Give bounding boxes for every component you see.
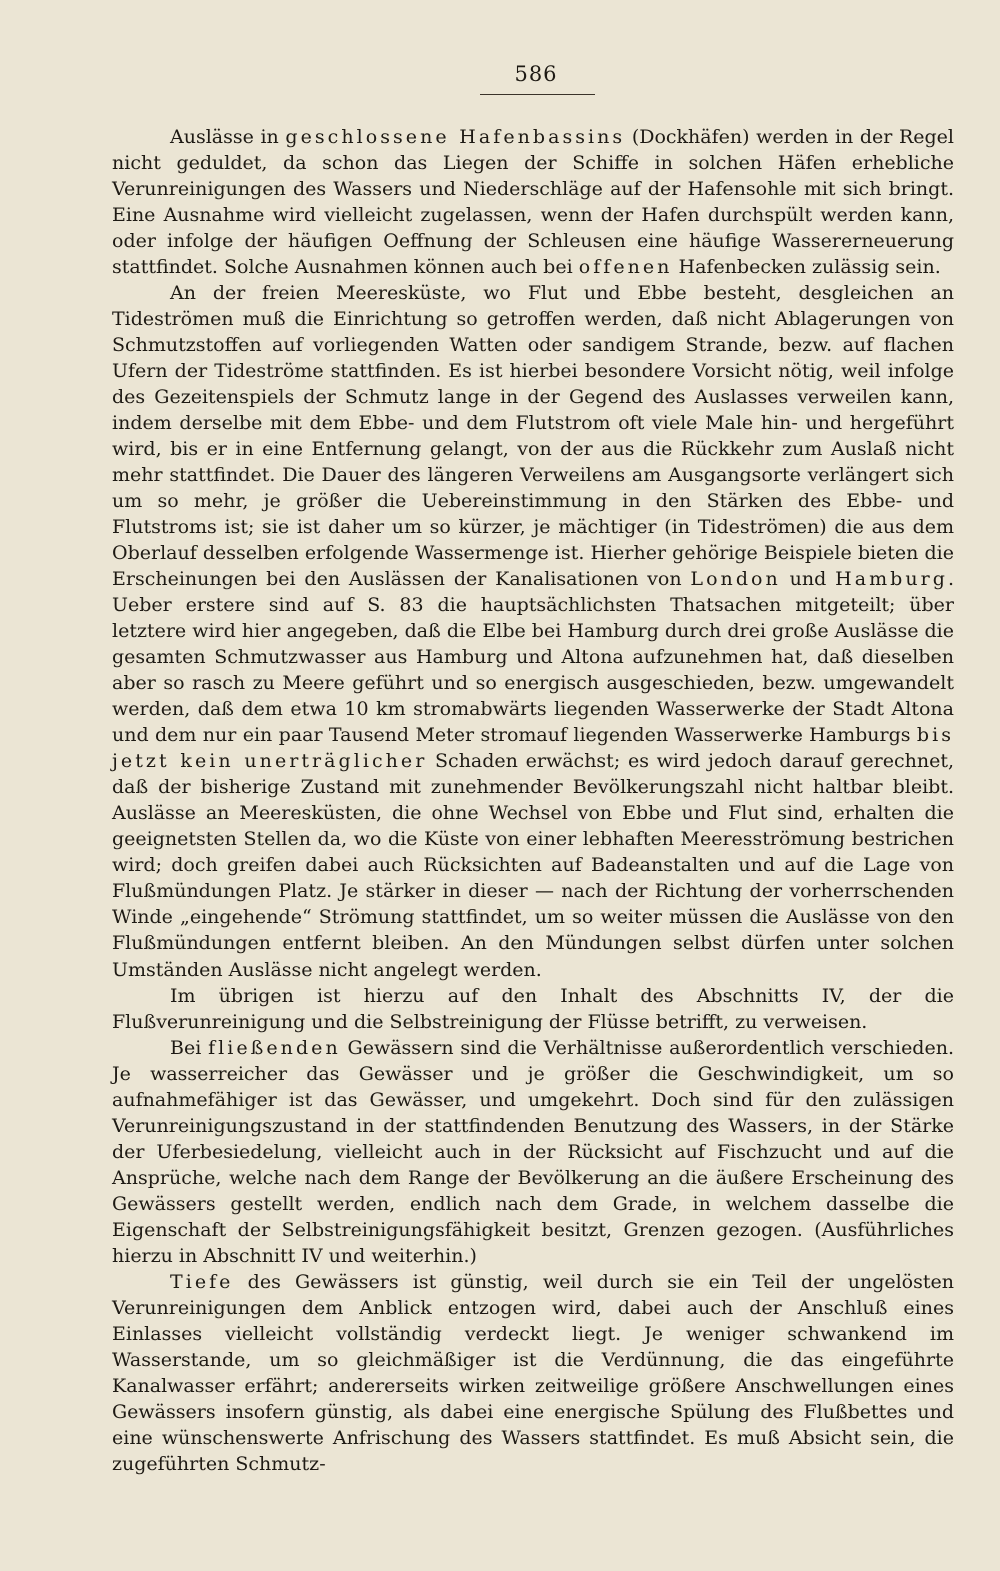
text-run: Schaden erwächst; es wird jedoch darauf gerechnet, daß der bisherige Zustand mit zunehmender Bevölkerungszahl nicht haltbar bleibt. Auslässe an Meeresküsten, die ohne Wechsel von Ebbe und Flut sind, erhalten die geeignetsten Stellen da, wo die Küste von einer lebhaften Meeresströmung bestrichen wird; doch greifen dabei auch Rücksichten auf Badeanstalten und auf die Lage von Flußmündungen Platz. Je stärker in dieser — nach der Richtung der vorherrschenden Winde „eingehende“ Strömung stattfindet, um so weiter müssen die Auslässe von den Flußmündungen entfernt bleiben. An den Mündungen selbst dürfen unter solchen Umständen Auslässe nicht angelegt werden.: [112, 750, 954, 981]
text-run: Gewässern sind die Verhältnisse außerordentlich verschieden. Je wasserreicher das Gewässer und je größer die Geschwindigkeit, um so aufnahmefähiger ist das Gewässer, und umgekehrt. Doch sind für den zulässigen Verunreinigungszustand in der stattfindenden Benutzung des Wassers, in der Stärke der Uferbesiedelung, vielleicht auch in der Rücksicht auf Fischzucht und auf die Ansprüche, welche nach dem Range der Bevölkerung an die äußere Erscheinung des Gewässers gestellt werden, endlich nach dem Grade, in welchem dasselbe die Eigenschaft der Selbstreinigungsfähigkeit besitzt, Grenzen gezogen. (Ausführliches hierzu in Abschnitt IV und weiterhin.): [112, 1036, 954, 1267]
spaced-emphasis: geschlossene Hafenbassins: [285, 126, 626, 148]
text-run: Auslässe in: [170, 126, 286, 148]
spaced-emphasis: fließenden: [208, 1036, 341, 1059]
text-run: Bei: [170, 1036, 209, 1059]
header-rule: [480, 94, 595, 95]
text-run: An der freien Meeresküste, wo Flut und Ebbe besteht, desgleichen an Tideströmen muß die Einrichtung so getroffen werden, daß nicht Ablagerungen von Schmutzstoffen auf vorliegenden Watten oder sandigem Strande, bezw. auf flachen Ufern der Tideströme stattfinden. Es ist hierbei besondere Vorsicht nötig, weil infolge des Gezeitenspiels der Schmutz lange in der Gegend des Auslasses verweilen kann, indem derselbe mit dem Ebbe- und dem Flutstrom oft viele Male hin- und hergeführt wird, bis er in eine Entfernung gelangt, von der aus die Rückkehr zum Auslaß nicht mehr stattfindet. Die Dauer des längeren Verweilens am Ausgangsorte verlängert sich um so mehr, je größer die Uebereinstimmung in den Stärken des Ebbe- und Flutstroms ist; sie ist daher um so kürzer, je mächtiger (in Tideströmen) die aus dem Oberlauf desselben erfolgende Wassermenge ist. Hierher gehörige Beispiele bieten die Erscheinungen bei den Auslässen der Kanalisationen von: [112, 282, 954, 591]
text-run: Im übrigen ist hierzu auf den Inhalt des Abschnitts IV, der die Flußverunreinigung und die Selbstreinigung der Flüsse betrifft, zu verweisen.: [112, 984, 954, 1033]
body-text: [112, 124, 954, 1477]
page-number: 586: [514, 62, 558, 86]
paragraph: [112, 124, 954, 280]
paragraph: [112, 280, 954, 982]
spaced-emphasis: Tiefe: [170, 1270, 234, 1293]
text-run: und: [780, 568, 836, 591]
paragraph: [112, 1035, 954, 1269]
text-run: . Ueber erstere sind auf S. 83 die hauptsächlichsten Thatsachen mitgeteilt; über letztere wird hier angegeben, daß die Elbe bei Hamburg durch drei große Auslässe die gesamten Schmutzwasser aus Hamburg und Altona aufzunehmen hat, daß dieselben aber so rasch zu Meere geführt und so energisch ausgeschieden, bezw. umgewandelt werden, daß dem etwa 10 km stromabwärts liegenden Wasserwerke der Stadt Altona und dem nur ein paar Tausend Meter stromauf liegenden Wasserwerke Hamburgs: [112, 568, 954, 747]
spaced-emphasis: offenen: [578, 256, 673, 279]
spaced-emphasis: bis jetzt kein unerträglicher: [112, 724, 954, 773]
spaced-emphasis: London: [690, 568, 781, 591]
paragraph: [112, 1269, 954, 1477]
text-run: des Gewässers ist günstig, weil durch sie ein Teil der ungelösten Verunreinigungen dem Anblick entzogen wird, dabei auch der Anschluß eines Einlasses vielleicht vollständig verdeckt liegt. Je weniger schwankend im Wasserstande, um so gleichmäßiger ist die Verdünnung, die das eingeführte Kanalwasser erfährt; andererseits wirken zeitweilige größere Anschwellungen eines Gewässers insofern günstig, als dabei eine energische Spülung des Flußbettes und eine wünschenswerte Anfrischung des Wassers stattfindet. Es muß Absicht sein, die zugeführten Schmutz-: [112, 1270, 954, 1475]
text-run: (Dockhäfen) werden in der Regel nicht geduldet, da schon das Liegen der Schiffe in solchen Häfen erhebliche Verunreinigungen des Wassers und Niederschläge auf der Hafensohle mit sich bringt. Eine Ausnahme wird vielleicht zugelassen, wenn der Hafen durchspült werden kann, oder infolge der häufigen Oeffnung der Schleusen eine häufige Wassererneuerung stattfindet. Solche Ausnahmen können auch bei: [112, 126, 954, 279]
spaced-emphasis: Hamburg: [835, 568, 948, 591]
paragraph: [112, 983, 954, 1035]
text-run: Hafenbecken zulässig sein.: [672, 256, 941, 279]
